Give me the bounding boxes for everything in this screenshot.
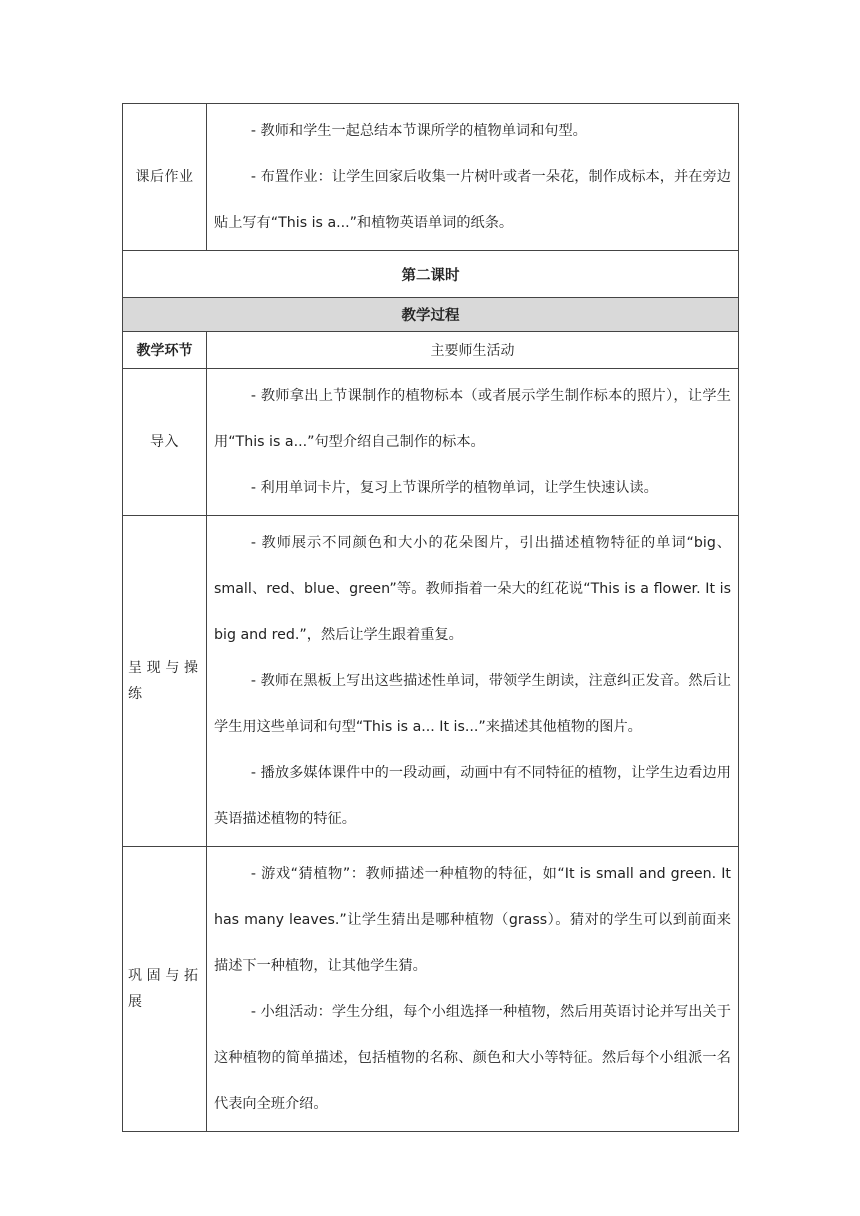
stage-label: 呈现与操练 [123,516,207,847]
table-row [123,516,739,847]
lesson-plan-table [122,103,739,1132]
stage-content [207,369,739,516]
activity-paragraph: - 游戏“猜植物”：教师描述一种植物的特征，如“It is small and green. It has many leaves.”让学生猜出是哪种植物（grass）。猜对的学生可以到前面来描述下一种植物，让其他学生猜。 [214,866,731,974]
activity-paragraph: - 利用单词卡片，复习上节课所学的植物单词，让学生快速认读。 [250,480,658,496]
activity-paragraph: - 小组活动：学生分组，每个小组选择一种植物，然后用英语讨论并写出关于这种植物的简单描述，包括植物的名称、颜色和大小等特征。然后每个小组派一名代表向全班介绍。 [214,1004,731,1112]
table-row [123,847,739,1132]
table-header-row [123,332,739,369]
stage-content [207,516,739,847]
homework-label: 课后作业 [123,104,207,251]
lesson-title-row [123,251,739,298]
homework-paragraph: - 布置作业：让学生回家后收集一片树叶或者一朵花，制作成标本，并在旁边贴上写有“This is a...”和植物英语单词的纸条。 [214,169,731,231]
header-activities: 主要师生活动 [207,332,739,369]
homework-row [123,104,739,251]
header-stage: 教学环节 [123,332,207,369]
stage-label: 巩固与拓展 [123,847,207,1132]
process-title-row [123,298,739,332]
activity-paragraph: - 教师拿出上节课制作的植物标本（或者展示学生制作标本的照片），让学生用“This is a...”句型介绍自己制作的标本。 [214,388,731,450]
activity-paragraph: - 教师在黑板上写出这些描述性单词，带领学生朗读，注意纠正发音。然后让学生用这些单词和句型“This is a... It is...”来描述其他植物的图片。 [214,673,731,735]
homework-paragraph: - 教师和学生一起总结本节课所学的植物单词和句型。 [250,123,587,139]
process-title: 教学过程 [123,298,739,332]
activity-paragraph: - 教师展示不同颜色和大小的花朵图片，引出描述植物特征的单词“big、small、red、blue、green”等。教师指着一朵大的红花说“This is a flower. It is big and red.”，然后让学生跟着重复。 [214,535,731,643]
table-row [123,369,739,516]
activity-paragraph: - 播放多媒体课件中的一段动画，动画中有不同特征的植物，让学生边看边用英语描述植物的特征。 [214,765,731,827]
stage-content [207,847,739,1132]
homework-content [207,104,739,251]
stage-label: 导入 [123,369,207,516]
lesson-title: 第二课时 [123,251,739,298]
